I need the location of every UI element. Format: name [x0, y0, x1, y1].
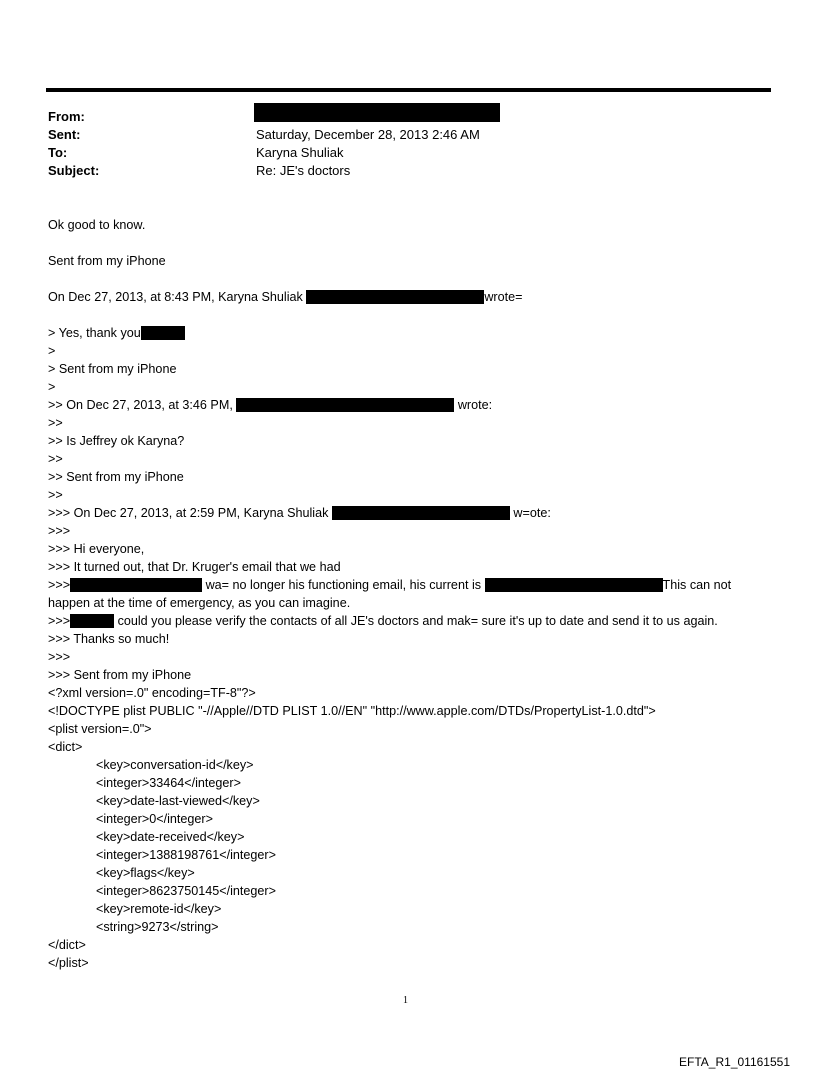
- body-line: >>> Thanks so much!: [48, 632, 170, 646]
- xml-line: <key>remote-id</key>: [96, 902, 222, 916]
- body-line: >> Is Jeffrey ok Karyna?: [48, 434, 185, 448]
- redaction-from: [254, 103, 500, 122]
- xml-line: <key>conversation-id</key>: [96, 758, 254, 772]
- body-line: >>: [48, 488, 63, 502]
- body-line: [48, 288, 522, 306]
- body-line: >>> Sent from my iPhone: [48, 668, 192, 682]
- body-text: wrote=: [484, 290, 523, 304]
- body-text: On Dec 27, 2013, at 8:43 PM, Karyna Shuliak: [48, 290, 303, 304]
- redaction: [306, 290, 484, 304]
- redaction: [141, 326, 185, 340]
- body-line: >>: [48, 416, 63, 430]
- xml-line: </dict>: [48, 938, 86, 952]
- body-text: wrote:: [457, 398, 493, 412]
- xml-line: <key>date-received</key>: [96, 830, 245, 844]
- body-line: happen at the time of emergency, as you can imagine.: [48, 596, 351, 610]
- sent-value: Saturday, December 28, 2013 2:46 AM: [256, 127, 480, 142]
- body-text: >>>: [48, 614, 71, 628]
- page-number: 1: [403, 995, 408, 1006]
- body-line: [48, 576, 731, 594]
- body-line: >>>: [48, 650, 71, 664]
- redaction: [236, 398, 454, 412]
- body-line: [48, 396, 492, 414]
- body-line: Ok good to know.: [48, 218, 146, 232]
- xml-line: <?xml version=.0" encoding=TF-8"?>: [48, 686, 256, 700]
- xml-line: </plist>: [48, 956, 89, 970]
- xml-line: <integer>0</integer>: [96, 812, 213, 826]
- bates-number: EFTA_R1_01161551: [679, 1055, 790, 1069]
- body-text: w=ote:: [513, 506, 551, 520]
- body-line: > Sent from my iPhone: [48, 362, 177, 376]
- body-text: This can not: [662, 578, 732, 592]
- body-line: >>> Hi everyone,: [48, 542, 145, 556]
- body-line: >: [48, 344, 56, 358]
- to-value: Karyna Shuliak: [256, 145, 344, 160]
- subject-value: Re: JE's doctors: [256, 163, 351, 178]
- body-line: Sent from my iPhone: [48, 254, 166, 268]
- redaction: [70, 578, 202, 592]
- body-text: >> On Dec 27, 2013, at 3:46 PM,: [48, 398, 233, 412]
- body-line: >: [48, 380, 56, 394]
- xml-line: <string>9273</string>: [96, 920, 219, 934]
- redaction: [485, 578, 663, 592]
- xml-line: <!DOCTYPE plist PUBLIC "-//Apple//DTD PLIST 1.0//EN" "http://www.apple.com/DTDs/PropertyList-1.0.dtd">: [48, 704, 656, 718]
- from-label: From:: [48, 109, 85, 124]
- header-rule: [46, 88, 771, 92]
- sent-label: Sent:: [48, 127, 81, 142]
- xml-line: <integer>1388198761</integer>: [96, 848, 276, 862]
- redaction: [332, 506, 510, 520]
- xml-line: <plist version=.0">: [48, 722, 152, 736]
- xml-line: <integer>33464</integer>: [96, 776, 241, 790]
- body-line: [48, 612, 718, 630]
- body-line: >>: [48, 452, 63, 466]
- xml-line: <dict>: [48, 740, 83, 754]
- redaction: [70, 614, 114, 628]
- subject-label: Subject:: [48, 163, 100, 178]
- body-line: >> Sent from my iPhone: [48, 470, 184, 484]
- xml-line: <key>date-last-viewed</key>: [96, 794, 260, 808]
- body-text: >>>: [48, 578, 71, 592]
- xml-line: <key>flags</key>: [96, 866, 195, 880]
- body-line: >>> It turned out, that Dr. Kruger's email that we had: [48, 560, 341, 574]
- xml-line: <integer>8623750145</integer>: [96, 884, 276, 898]
- body-text: could you please verify the contacts of all JE's doctors and mak= sure it's up to date and send it to us again.: [117, 614, 718, 628]
- body-text: wa= no longer his functioning email, his current is: [205, 578, 482, 592]
- to-label: To:: [48, 145, 68, 160]
- body-text: > Yes, thank you: [48, 326, 141, 340]
- body-line: >>>: [48, 524, 71, 538]
- body-line: [48, 504, 551, 522]
- body-text: >>> On Dec 27, 2013, at 2:59 PM, Karyna Shuliak: [48, 506, 329, 520]
- body-line: [48, 324, 185, 342]
